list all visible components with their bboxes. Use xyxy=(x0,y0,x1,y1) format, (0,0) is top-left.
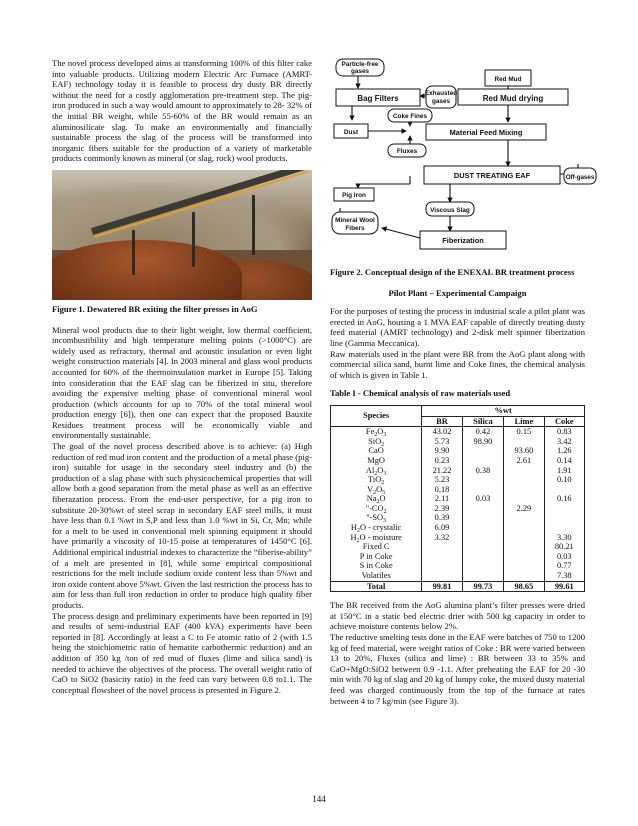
value-cell: 1.26 xyxy=(544,446,584,456)
value-cell xyxy=(504,466,544,476)
exhausted-label-2: gases xyxy=(431,98,451,105)
table-row xyxy=(331,523,585,533)
total-cell: 98.65 xyxy=(504,581,544,592)
table-caption: Table I - Chemical analysis of raw materials used xyxy=(330,388,511,399)
filter-press-photo xyxy=(52,170,312,300)
species-cell: $H_2O$ - moisture xyxy=(331,533,422,543)
value-cell xyxy=(422,571,462,581)
table-row xyxy=(331,533,585,543)
table-row xyxy=(331,571,585,581)
drying-paragraph: The BR received from the AoG alumina plant’s filter presses were dried at 150°C in a static bed electric drier with 500 kg capacity in order to achieve moisture contents below 2%. xyxy=(330,600,585,632)
value-cell: 0.39 xyxy=(422,513,462,523)
red-mud-label: Red Mud xyxy=(494,76,522,83)
table-row xyxy=(331,456,585,466)
value-cell xyxy=(462,446,503,456)
figure-1-caption: Figure 1. Dewatered BR exiting the filter presses in AoG xyxy=(52,303,258,314)
value-cell: 2.61 xyxy=(504,456,544,466)
fluxes-label: Fluxes xyxy=(396,148,418,155)
pilot-plant-paragraph: For the purposes of testing the process in industrial scale a pilot plant was erected in AoG, housing a 1 MVA EAF capable of directly treating dusty feed material (AMRT technology) and 2-disk melt spinner fiberization line (Gamma Meccanica). xyxy=(330,306,585,348)
value-cell: 1.91 xyxy=(544,466,584,476)
col-header: Lime xyxy=(504,416,544,427)
value-cell xyxy=(462,542,503,552)
table-body xyxy=(331,427,585,592)
raw-materials-paragraph: Raw materials used in the plant were BR from the AoG plant along with commercial silica sand, burnt lime and Coke fines, the chemical analysis of which is given in Table 1. xyxy=(330,348,585,380)
species-cell: MgO xyxy=(331,456,422,466)
value-cell: 2.29 xyxy=(504,504,544,514)
value-cell: 3.32 xyxy=(422,533,462,543)
value-cell: 6.09 xyxy=(422,523,462,533)
species-cell: CaO xyxy=(331,446,422,456)
value-cell: 43.02 xyxy=(422,427,462,437)
wt-header: %wt xyxy=(422,405,585,416)
process-design-paragraph: The process design and preliminary experiments have been reported in [9] and results of semi-industrial EAF (400 kVA) experiments have been reported in [8]. Accordingly at least a C to Fe atomic ratio of 2 (with 1.5 being the stoichiometric ratio of hematite carbothermic reduction) and an addition of 350 kg /ton of red mud of fluxes (lime and silica sand) is needed to achieve the objectives of the process. The overall weight ratio of CaO to SiO2 (basicity ratio) in the feed can vary between 0.8 to1.1. The conceptual flowsheet of the novel process is presented in Figure 2. xyxy=(52,610,312,695)
dust-label: Dust xyxy=(343,129,359,136)
total-row xyxy=(331,581,585,592)
figure-2-caption: Figure 2. Conceptual design of the ENEXAL BR treatment process xyxy=(330,267,575,277)
pig-iron-label: Pig Iron xyxy=(342,192,366,199)
table-row xyxy=(331,475,585,485)
value-cell: 7.38 xyxy=(544,571,584,581)
value-cell xyxy=(462,456,503,466)
table-row xyxy=(331,552,585,562)
total-cell: 99.81 xyxy=(422,581,462,592)
fiberization-label: Fiberization xyxy=(442,236,484,245)
species-cell: $H_2O$ - crystalic xyxy=(331,523,422,533)
table-row xyxy=(331,542,585,552)
species-cell: $V_2O_5$ xyxy=(331,485,422,495)
right-column xyxy=(330,56,595,706)
feed-mixing-label: Material Feed Mixing xyxy=(449,128,523,137)
value-cell xyxy=(462,475,503,485)
value-cell xyxy=(422,542,462,552)
value-cell xyxy=(504,561,544,571)
species-cell: S in Coke xyxy=(331,561,422,571)
value-cell: 2.39 xyxy=(422,504,462,514)
species-cell: Fixed C xyxy=(331,542,422,552)
value-cell: 0.18 xyxy=(422,485,462,495)
flowsheet-svg xyxy=(330,56,585,261)
value-cell xyxy=(544,485,584,495)
value-cell: 0.14 xyxy=(544,456,584,466)
value-cell xyxy=(504,571,544,581)
red-mud-drying-label: Red Mud drying xyxy=(482,94,544,103)
table-row xyxy=(331,437,585,447)
table-row xyxy=(331,494,585,504)
table-row xyxy=(331,504,585,514)
value-cell xyxy=(422,561,462,571)
total-cell: 99.61 xyxy=(544,581,584,592)
particle-free-label-1: Particle-free xyxy=(341,61,379,68)
mineral-wool-paragraph: Mineral wool products due to their light weight, low thermal coefficient, incombustibility and high temperature melting points (>1000°C) are widely used as refractory, thermal and acoustic insulation or even light weight construction materials [4]. In 2003 mineral and glass wool products accounted for 60% of the thermoinsulation market in Europe [5]. Taking into consideration that the EAF slag can be fiberized in situ, therefore avoiding the expensive melting phase of conventional mineral wool production (which accounts for up to 70% of the total mineral wool production energy [6]), then one can expect that the proposed Bauxite Residues treatment process will be economically viable and environmentally sustainable. xyxy=(52,324,312,441)
value-cell xyxy=(462,523,503,533)
value-cell: 0.23 xyxy=(422,456,462,466)
species-cell: TiO$_2$ xyxy=(331,475,422,485)
value-cell: 0.03 xyxy=(544,552,584,562)
species-cell: SiO$_2$ xyxy=(331,437,422,447)
value-cell xyxy=(544,504,584,514)
value-cell: 0.10 xyxy=(544,475,584,485)
species-cell: $Na_2O$ xyxy=(331,494,422,504)
chemical-analysis-table xyxy=(330,405,585,592)
value-cell: 0.16 xyxy=(544,494,584,504)
value-cell: 0.77 xyxy=(544,561,584,571)
value-cell: 21.22 xyxy=(422,466,462,476)
value-cell: 0.03 xyxy=(462,494,503,504)
value-cell: 0.42 xyxy=(462,427,503,437)
table-row xyxy=(331,427,585,437)
table-row xyxy=(331,466,585,476)
species-cell: $Fe_2O_3$ xyxy=(331,427,422,437)
value-cell: 5.23 xyxy=(422,475,462,485)
smelting-paragraph: The reductive smelting tests done in the EAF were batches of 750 to 1200 kg of feed material, were weight ratios of Coke : BR were varied between 13 to 20%, Fluxes (silica and lime) : BR between 33 to 35% and CaO+MgO:SiO2 between 0.9 -1.1. After preheating the EAF for 20 -30 min with 70 kg of slag and 20 kg of lumpy coke, the mixed dusty material feed was charged continuously from the top of the furnace at rates between 4 to 7 kg/min (see Figure 3). xyxy=(330,632,585,706)
species-header: Species xyxy=(331,405,422,426)
value-cell xyxy=(462,513,503,523)
value-cell xyxy=(462,561,503,571)
value-cell xyxy=(544,523,584,533)
value-cell: 3.30 xyxy=(544,533,584,543)
table-row xyxy=(331,561,585,571)
value-cell xyxy=(462,552,503,562)
value-cell: 93.60 xyxy=(504,446,544,456)
species-cell: P in Coke xyxy=(331,552,422,562)
exhausted-label-1: Exhausted xyxy=(424,90,458,97)
value-cell: 80.21 xyxy=(544,542,584,552)
value-cell xyxy=(504,533,544,543)
value-cell xyxy=(462,533,503,543)
value-cell xyxy=(462,504,503,514)
page-number: 144 xyxy=(312,794,326,804)
process-flowsheet xyxy=(330,56,595,261)
species-cell: "$-SO_3$ xyxy=(331,513,422,523)
col-header: Coke xyxy=(544,416,584,427)
value-cell xyxy=(462,485,503,495)
left-column xyxy=(52,58,312,695)
table-row xyxy=(331,446,585,456)
value-cell: 2.11 xyxy=(422,494,462,504)
value-cell xyxy=(504,523,544,533)
value-cell: 9.90 xyxy=(422,446,462,456)
col-header: Silica xyxy=(462,416,503,427)
total-label: Total xyxy=(331,581,422,592)
particle-free-label-2: gases xyxy=(350,68,370,75)
section-heading: Pilot Plant – Experimental Campaign xyxy=(388,287,527,298)
goal-paragraph: The goal of the novel process described above is to achieve: (a) High reduction of red mud iron content and the production of a metal phase (pig-iron) suitable for usage in the secondary steel industry and (b) the production of a slag phase with such physicochemical properties that will allow both a good separation from the metal phase as well as an effective fiberazation process. From the end-user perspective, for a pig iron to substitute 20-30%wt of steel scrap in secondary EAF steel mills, it must have less than 0.1 %wt in S,P and less than 1.0 %wt in Si, Cr, Mn; while for a melt to be used in conventional melt spinning equipment it should have primarily a viscosity of 10-15 poise at temperatures of 1450°C [6]. Additional empirical industrial indexes to characterize the “fiberise-ability” of a melt are presented in [8], while some empirical compositional restrictions for the melt include sodium oxide content less than 5%wt and iron oxide content above 5%wt. Given the last restriction the process has to aim for less than full iron reduction in order to produce high quality fiber products. xyxy=(52,441,312,610)
mineral-wool-label-1: Mineral Wool xyxy=(335,217,375,224)
coke-fines-label: Coke Fines xyxy=(392,113,428,120)
eaf-label: DUST TREATING EAF xyxy=(453,171,531,180)
col-header: BR xyxy=(422,416,462,427)
value-cell: 0.38 xyxy=(462,466,503,476)
value-cell xyxy=(504,542,544,552)
total-cell: 99.73 xyxy=(462,581,503,592)
value-cell xyxy=(504,513,544,523)
value-cell xyxy=(504,485,544,495)
value-cell xyxy=(422,552,462,562)
viscous-slag-label: Viscous Slag xyxy=(430,207,470,214)
value-cell xyxy=(462,571,503,581)
value-cell: 98.90 xyxy=(462,437,503,447)
value-cell xyxy=(504,475,544,485)
species-cell: Volatiles xyxy=(331,571,422,581)
value-cell xyxy=(504,552,544,562)
value-cell xyxy=(504,494,544,504)
value-cell: 3.42 xyxy=(544,437,584,447)
mineral-wool-label-2: Fibers xyxy=(345,225,365,232)
intro-paragraph: The novel process developed aims at transforming 100% of this filter cake into valuable products. Utilizing modern Electric Arc Furnace (AMRT-EAF) technology today it is feasible to process dry dusty BR directly without the need for a costly agglomeration pre-treatment step. The pig-iron produced in such a way would amount to approximately to 28- 32% of the initial BR weight, while 55-60% of the BR would remain as an aluminosilicate slag. To make an environmentally and financially sustainable process the slag of the process will be transformed into inorganic fibers suitable for the production of a variety of marketable products commonly known as mineral (or slag, rock) wool products. xyxy=(52,58,312,164)
offgases-label: Off-gases xyxy=(565,174,595,181)
value-cell xyxy=(544,513,584,523)
value-cell xyxy=(504,437,544,447)
table-row xyxy=(331,513,585,523)
value-cell: 5.73 xyxy=(422,437,462,447)
species-cell: $Al_2O_3$ xyxy=(331,466,422,476)
table-row xyxy=(331,485,585,495)
bag-filters-label: Bag Filters xyxy=(357,94,399,103)
value-cell: 0.15 xyxy=(504,427,544,437)
value-cell: 0.83 xyxy=(544,427,584,437)
species-cell: "$-CO_2$ xyxy=(331,504,422,514)
